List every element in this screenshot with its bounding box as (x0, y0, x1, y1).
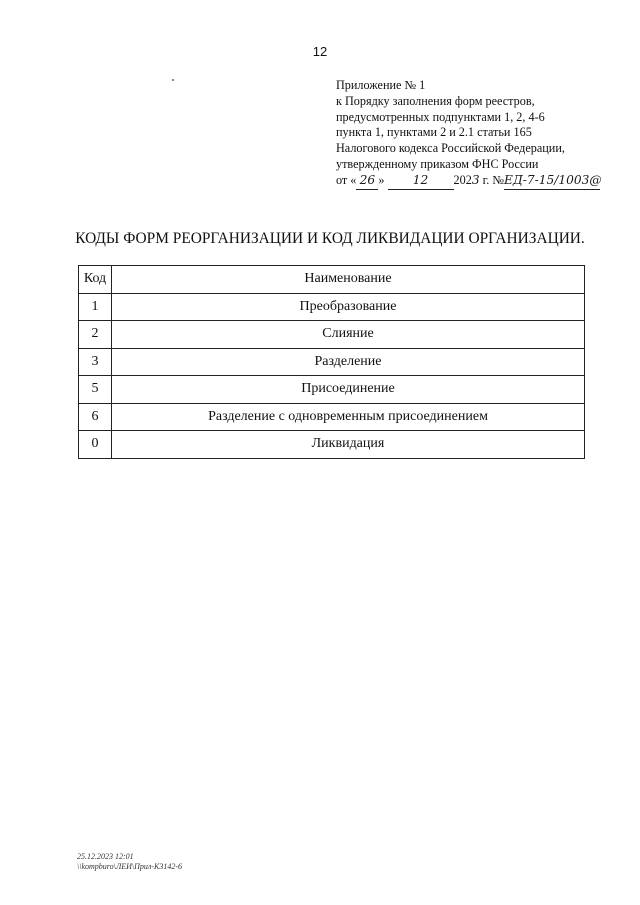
header-name: Наименование (112, 266, 585, 294)
table-header-row (79, 266, 585, 294)
appendix-line: к Порядку заполнения форм реестров, (336, 93, 535, 108)
year-suffix: г. № (479, 172, 504, 187)
handwritten-month: 12 (388, 173, 454, 190)
order-date-row (336, 173, 626, 190)
file-footer (77, 852, 182, 872)
table-row (79, 321, 585, 349)
header-code: Код (79, 266, 112, 294)
table-row (79, 431, 585, 459)
year-prefix: 202 (453, 172, 472, 187)
row-name: Разделение с одновременным присоединением (112, 403, 585, 431)
row-name: Преобразование (112, 293, 585, 321)
row-name: Разделение (112, 348, 585, 376)
appendix-line: пункта 1, пунктами 2 и 2.1 статьи 165 (336, 125, 532, 140)
row-code: 0 (79, 431, 112, 459)
handwritten-order-number: ЕД-7-15/1003@ (504, 173, 600, 190)
document-title: КОДЫ ФОРМ РЕОРГАНИЗАЦИИ И КОД ЛИКВИДАЦИИ ОРГАНИЗАЦИИ. (75, 230, 585, 247)
handwritten-year-digit: 3 (471, 172, 480, 187)
appendix-block (336, 78, 626, 190)
row-code: 5 (79, 376, 112, 404)
row-name: Присоединение (112, 376, 585, 404)
table-row (79, 376, 585, 404)
appendix-line: утвержденному приказом ФНС России (336, 156, 539, 171)
table-row (79, 403, 585, 431)
table-row (79, 293, 585, 321)
row-code: 6 (79, 403, 112, 431)
appendix-line: Налогового кодекса Российской Федерации, (336, 141, 565, 156)
row-name: Слияние (112, 321, 585, 349)
appendix-line: Приложение № 1 (336, 78, 426, 92)
row-code: 1 (79, 293, 112, 321)
from-label: от « (336, 172, 357, 187)
codes-table (78, 265, 585, 459)
footer-timestamp: 25.12.2023 12:01 (77, 852, 134, 861)
scan-dot (172, 79, 174, 81)
day-close: » (378, 172, 385, 187)
page-number: 12 (312, 44, 328, 59)
row-code: 2 (79, 321, 112, 349)
row-code: 3 (79, 348, 112, 376)
footer-file-path: \\kompburo\ЛЕИ\Прил-К3142-6 (77, 862, 183, 871)
table-row (79, 348, 585, 376)
handwritten-day: 26 (356, 173, 378, 190)
row-name: Ликвидация (112, 431, 585, 459)
appendix-line: предусмотренных подпунктами 1, 2, 4-6 (336, 109, 545, 124)
